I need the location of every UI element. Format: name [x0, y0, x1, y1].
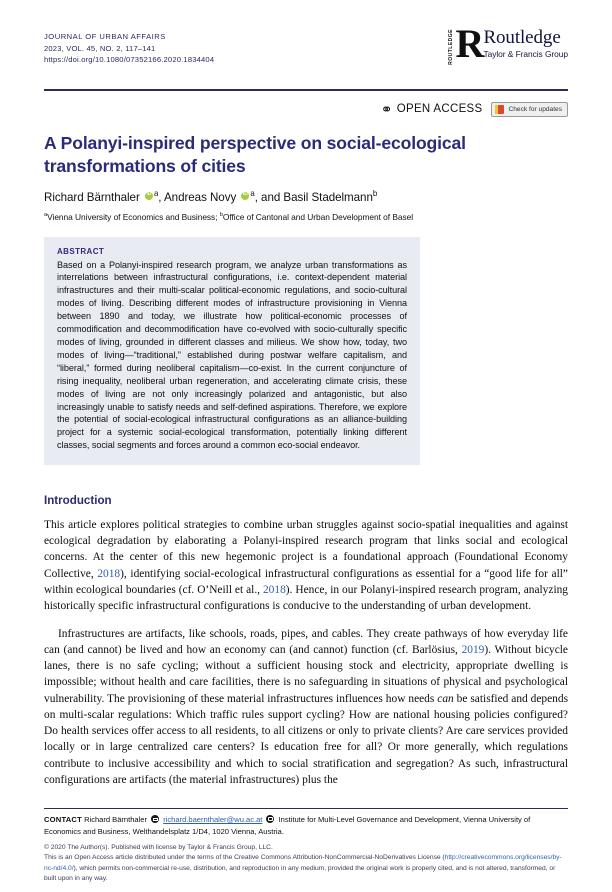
body-paragraph: This article explores political strategies to combine urban struggles against socio-spatial inequalities and against ecological degradation by elaborating a Polanyi-inspired research program that links social and ecological concerns. At the center of this new hegemonic project is a foundational approach (Foundational Economy Collective, 2018), identifying social-ecological infrastructural configurations as essential for a “good life for all” within ecological boundaries (cf. O’Neill et al., 2018). Hence, in our Polanyi-inspired research program, analyzing historically specific infrastructural configurations is conducive to the understanding of urban development.	[44, 518, 568, 613]
contact-address: Institute for Multi-Level Governance and Development, Vienna University of Economics and Business, Welthandelsplatz 1/D4, 1020 Vienna, Austria.	[44, 815, 531, 836]
routledge-vertical-label: ROUTLEDGE	[448, 29, 455, 65]
abstract-label: ABSTRACT	[57, 246, 105, 256]
orcid-icon[interactable]	[241, 192, 249, 200]
check-for-updates-button[interactable]	[491, 102, 568, 117]
footer-divider	[44, 808, 568, 810]
contact-email-link[interactable]: richard.baernthaler@wu.ac.at	[163, 815, 263, 825]
masthead	[44, 0, 568, 83]
author-affiliations: $^a$Vienna University of Economics and Business; $^b$Office of Cantonal and Urban Development of Basel	[44, 211, 414, 222]
license-block	[44, 843, 568, 884]
license-url-link[interactable]: http://creativecommons.org/licenses/by-nc-nd/4.0/	[44, 854, 562, 872]
body-paragraph: Infrastructures are artifacts, like schools, roads, pipes, and cables. They create pathways of how everyday life can (and cannot) be lived and how an economy can (and cannot) function (cf. Barlösius, 2019). Without bicycle lanes, there is no safe cycling; without a sufficient housing stock and electricity, appropriate dwelling is impossible; without health and care facilities, there is no safeguarding in situations of physical and psychological vulnerability. The provisioning of these material infrastructures influences how needs can be satisfied and depends on multi-scalar regulations: Which traffic rules support cycling? How are national housing policies configured? Do health services offer access to all residents, to all citizens or only to private clients? Are care services provided locally or in large centralized care centers? Is education free for all? Or more generally, which regulations contribute to inclusive accessibility and which to social stratification and segregation? As such, infrastructural configurations are artifacts (the material infrastructures) plus the	[44, 627, 569, 786]
publisher-tagline: Taylor & Francis Group	[483, 48, 568, 59]
journal-name: JOURNAL OF URBAN AFFAIRS	[44, 32, 166, 41]
publisher-name: Routledge	[483, 27, 561, 48]
routledge-r-glyph: R	[455, 21, 485, 66]
routledge-wordmark	[483, 28, 568, 59]
contact-block	[44, 814, 568, 837]
contact-label: CONTACT	[44, 815, 82, 825]
article-title: A Polanyi-inspired perspective on social-ecological transformations of cities	[44, 133, 466, 177]
crossmark-icon	[495, 105, 504, 114]
routledge-mark-icon	[448, 21, 485, 66]
journal-metadata	[44, 31, 214, 66]
copyright-line: © 2020 The Author(s). Published with license by Taylor & Francis Group, LLC.	[44, 844, 273, 852]
doi-link[interactable]: https://doi.org/10.1080/07352166.2020.1834404	[44, 55, 215, 65]
header-divider	[44, 89, 568, 91]
page-footer	[44, 808, 568, 884]
institution-icon	[266, 815, 274, 823]
open-access-badge	[381, 102, 483, 116]
open-lock-icon: ⚭	[380, 101, 393, 117]
contact-name: Richard Bärnthaler	[84, 815, 148, 825]
journal-issue-line: 2023, VOL. 45, NO. 2, 117–141	[44, 43, 156, 53]
open-access-label: OPEN ACCESS	[396, 103, 483, 115]
author-list: Richard Bärnthaler $iD^a$, Andreas Novy $iD^a$, and Basil Stadelmann$^b$	[44, 191, 568, 204]
abstract-box	[44, 237, 420, 466]
section-heading-introduction: Introduction	[44, 494, 112, 508]
check-for-updates-label: Check for updates	[508, 105, 562, 113]
badge-row	[44, 100, 568, 118]
orcid-icon[interactable]	[145, 192, 153, 200]
envelope-icon	[151, 815, 159, 823]
license-text: This is an Open Access article distributed under the terms of the Creative Commons Attribution-NonCommercial-NoDerivatives License (http://creativecommons.org/licenses/by-nc-nd/4.0/), which permits non-commercial re-use, distribution, and reproduction in any medium, provided the original work is properly cited, and is not altered, transformed, or built upon in any way.	[44, 854, 562, 882]
abstract-text: Based on a Polanyi-inspired research program, we analyze urban transformations as interrelations between infrastructural configurations, i.e. context-dependent material infrastructures and their multi-scalar political-economic regulations, and socio-cultural modes of living. Describing different modes of infrastructure provisioning in Vienna between 1890 and today, we illustrate how political-economic processes of commodification and decommodification have co-evolved with socio-culturally specific modes of living, grounded in different classes and milieus. We show how, today, two modes of living—“traditional,” established during postwar welfare capitalism, and “liberal,” formed during neoliberal capitalism—co-exist. In the current conjuncture of rising inequality, neoliberal urban regeneration, and accelerating climate crisis, these modes of living are not only increasingly polarized and antagonistic, but also increasingly unable to satisfy needs and self-defined aspirations. Therefore, we explore the potential of social-ecological infrastructural configurations as an alliance-building project for a systemic social-ecological transformation, potentially linking different classes, social segments and forces around a common eco-social endeavor.	[57, 259, 407, 451]
routledge-logo	[448, 21, 568, 66]
